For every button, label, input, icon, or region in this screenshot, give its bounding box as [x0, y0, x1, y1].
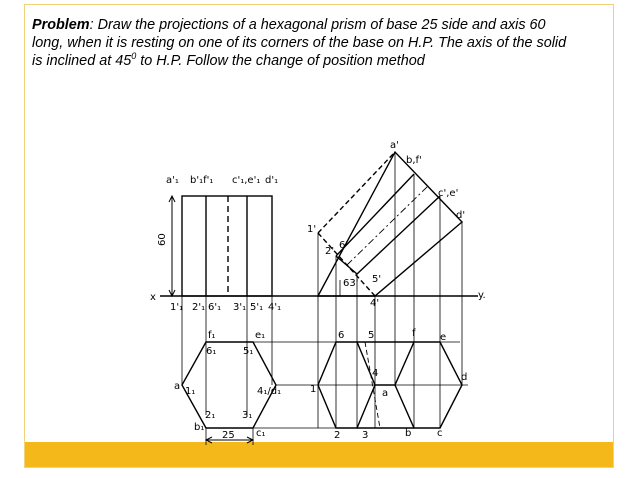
- tv1-label-c: c₁: [256, 428, 266, 439]
- fv1-label-bf: b'₁f'₁: [190, 175, 214, 186]
- fv1-label-3: 3'₁: [233, 302, 247, 313]
- tv2-label-2: 2: [334, 430, 341, 441]
- fv2-label-4: 4': [370, 298, 380, 309]
- fv1-label-2: 2'₁: [192, 302, 206, 313]
- tv2-label-5: 5: [368, 330, 375, 341]
- fv1-label-5: 5'₁: [250, 302, 264, 313]
- fv2-hidden-edge: [318, 152, 395, 233]
- tv2-label-d: d: [461, 372, 468, 383]
- tv1-hexagon: [182, 342, 276, 428]
- problem-label: Problem: [32, 17, 90, 33]
- fv1-outline: [182, 196, 272, 296]
- tv2-label-1: 1: [310, 384, 317, 395]
- fv2-label-a: a': [390, 140, 399, 151]
- tv1-label-a: a: [174, 381, 181, 392]
- fv1-label-d: d'₁: [265, 175, 279, 186]
- fv2-label-5: 5': [372, 274, 382, 285]
- tv1-label-4d: 4₁/d₁: [257, 386, 282, 397]
- tv2-label-e: e: [440, 332, 447, 343]
- problem-text-2: to H.P. Follow the change of position method: [136, 53, 425, 69]
- tv1-label-b: b₁: [194, 422, 205, 433]
- fv1-label-6: 6'₁: [208, 302, 222, 313]
- tv2-label-b: b: [405, 428, 412, 439]
- fv1-label-a: a'₁: [166, 175, 179, 186]
- fv2-label-3: 63': [343, 278, 359, 289]
- label-dim-60: 60: [157, 233, 168, 246]
- tv2-label-c: c: [437, 428, 443, 439]
- fv2-edge-3c: [357, 196, 440, 274]
- tv1-label-3: 3₁: [242, 410, 253, 421]
- fv2-label-d: d': [456, 210, 466, 221]
- tv2-label-6: 6: [338, 330, 345, 341]
- tv2-label-f: f: [412, 328, 416, 339]
- tv1-label-f: f₁: [208, 330, 216, 341]
- fv2-label-2: 2': [325, 246, 335, 257]
- fv2-label-1: 1': [307, 224, 317, 235]
- tv1-label-6: 6₁: [206, 346, 217, 357]
- degree-superscript: 0: [131, 51, 137, 62]
- fv2-label-6: 6': [339, 240, 349, 251]
- tv2-label-3: 3: [362, 430, 369, 441]
- tv1-tv2-projectors: [253, 342, 468, 428]
- fv2-label-ce: c',e': [438, 188, 459, 199]
- fv1-label-4: 4'₁: [268, 302, 282, 313]
- tv1-label-e: e₁: [255, 330, 266, 341]
- label-x: x: [150, 292, 156, 303]
- label-dim-25: 25: [222, 430, 235, 441]
- label-y: y.: [478, 290, 486, 301]
- problem-text-1: : Draw the projections of a hexagonal prism of base 25 side and axis 60 long, when it is resting on one of its corners of the base on H.P. The axis of the solid is inclined at 45: [32, 17, 567, 69]
- fv1-label-ce: c'₁,e'₁: [232, 175, 261, 186]
- tv1-label-1: 1₁: [185, 386, 196, 397]
- fv2-label-bf: b,f': [406, 155, 422, 166]
- fv1-label-1: 1'₁: [170, 302, 184, 313]
- fv2-axis: [347, 186, 428, 265]
- tv1-label-5: 5₁: [243, 346, 254, 357]
- tv1-label-2: 2₁: [205, 410, 216, 421]
- tv2-label-a: a: [382, 388, 389, 399]
- tv2-label-4: 4: [372, 368, 379, 379]
